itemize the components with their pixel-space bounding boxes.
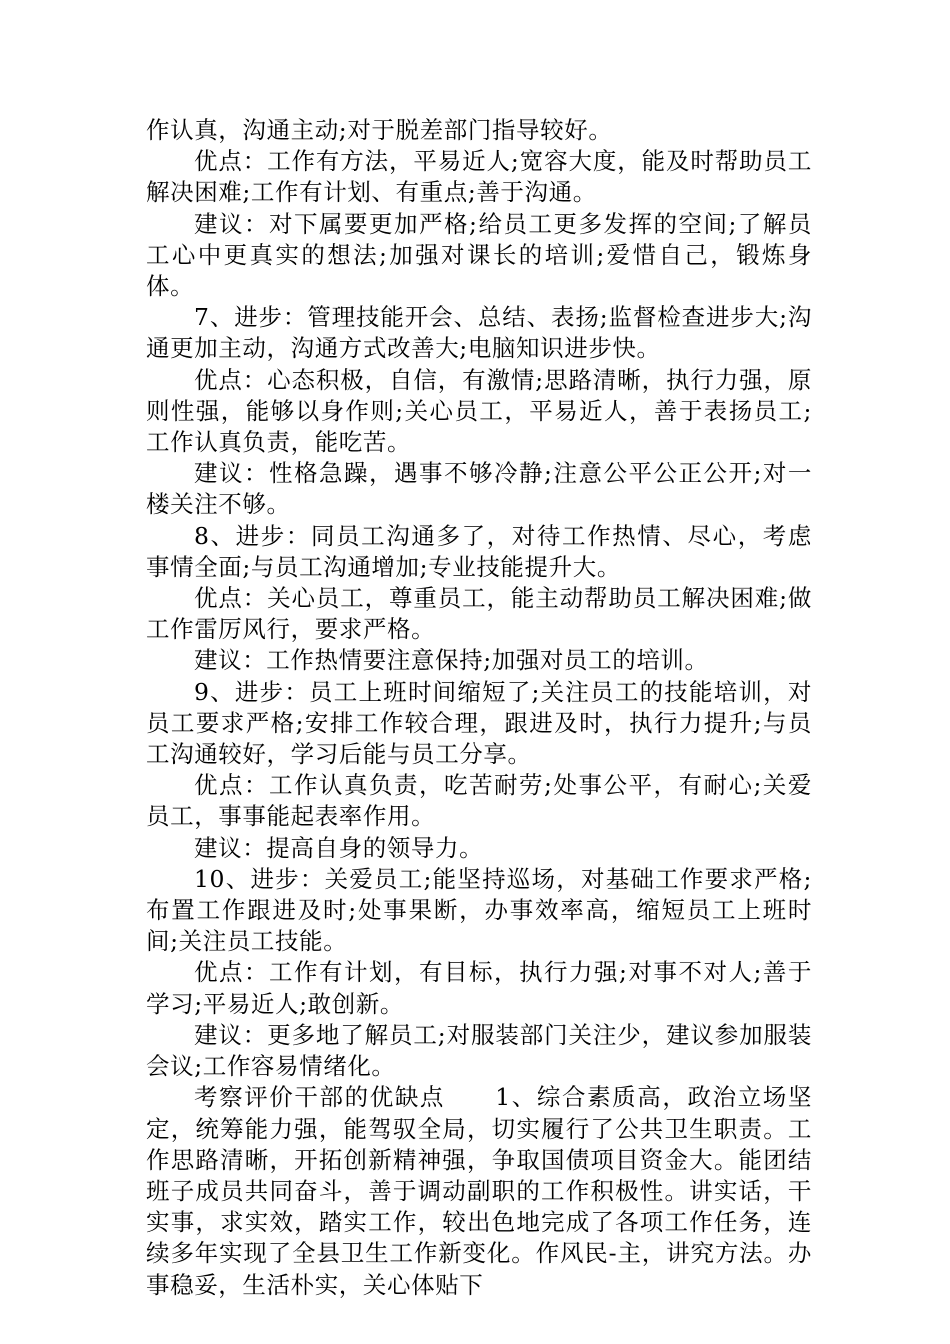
paragraph-progress-8: 8、进步：同员工沟通多了，对待工作热情、尽心，考虑事情全面;与员工沟通增加;专业技能提升大。 [146, 521, 812, 581]
paragraph-cadre-evaluation: 考察评价干部的优缺点 1、综合素质高，政治立场坚定，统筹能力强，能驾驭全局，切实履行了公共卫生职责。工作思路清晰，开拓创新精神强，争取国债项目资金大。能团结班子成员共同奋斗，善于调动副职的工作积极性。讲实话，干实事，求实效，踏实工作，较出色地完成了各项工作任务，连续多年实现了全县卫生工作新变化。作风民-主，讲究方法。办事稳妥，生活朴实，关心体贴下 [146, 1083, 812, 1299]
paragraph-progress-10: 10、进步：关爱员工;能坚持巡场，对基础工作要求严格;布置工作跟进及时;处事果断，办事效率高，缩短员工上班时间;关注员工技能。 [146, 864, 812, 956]
paragraph-advantages-7: 优点：心态积极，自信，有激情;思路清晰，执行力强，原则性强，能够以身作则;关心员工，平易近人，善于表扬员工;工作认真负责，能吃苦。 [146, 365, 812, 457]
paragraph-advantages-6: 优点：工作有方法，平易近人;宽容大度，能及时帮助员工解决困难;工作有计划、有重点;善于沟通。 [146, 147, 812, 207]
paragraph-continuation: 作认真，沟通主动;对于脱差部门指导较好。 [146, 116, 613, 144]
document-body [146, 115, 812, 1301]
paragraph-suggestions-6: 建议：对下属要更加严格;给员工更多发挥的空间;了解员工心中更真实的想法;加强对课长的培训;爱惜自己，锻炼身体。 [146, 209, 812, 301]
paragraph-advantages-9: 优点：工作认真负责，吃苦耐劳;处事公平，有耐心;关爱员工，事事能起表率作用。 [146, 771, 812, 831]
paragraph-advantages-8: 优点：关心员工，尊重员工，能主动帮助员工解决困难;做工作雷厉风行，要求严格。 [146, 584, 812, 644]
paragraph-suggestions-9: 建议：提高自身的领导力。 [194, 833, 484, 862]
paragraph-suggestions-10: 建议：更多地了解员工;对服装部门关注少，建议参加服装会议;工作容易情绪化。 [146, 1020, 812, 1081]
paragraph-progress-9: 9、进步：员工上班时间缩短了;关注员工的技能培训，对员工要求严格;安排工作较合理，跟进及时，执行力提升;与员工沟通较好，学习后能与员工分享。 [146, 677, 812, 769]
paragraph-advantages-10: 优点：工作有计划，有目标，执行力强;对事不对人;善于学习;平易近人;敢创新。 [146, 958, 812, 1018]
paragraph-suggestions-8: 建议：工作热情要注意保持;加强对员工的培训。 [194, 646, 709, 675]
paragraph-progress-7: 7、进步：管理技能开会、总结、表扬;监督检查进步大;沟通更加主动，沟通方式改善大;电脑知识进步快。 [146, 303, 812, 363]
paragraph-suggestions-7: 建议：性格急躁，遇事不够冷静;注意公平公正公开;对一楼关注不够。 [146, 459, 812, 519]
